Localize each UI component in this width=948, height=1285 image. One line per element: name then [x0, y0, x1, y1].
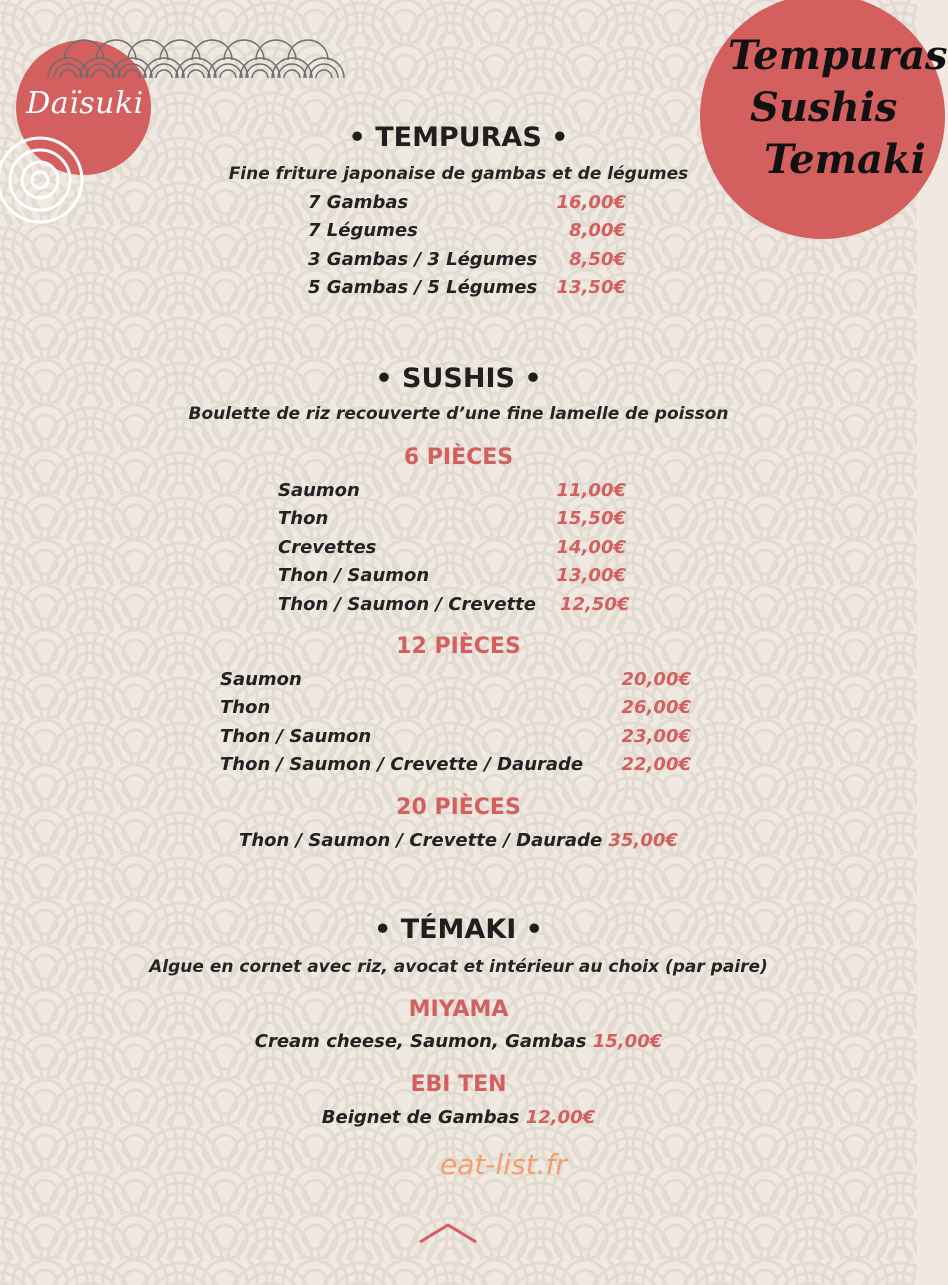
wave-ornament-icon [48, 38, 348, 83]
sushi-item-name: Thon / Saumon [220, 726, 372, 747]
corner-title-stack [728, 30, 948, 186]
corner-title-sushis: Sushis [750, 84, 898, 131]
miyama-heading: MIYAMA [408, 997, 509, 1022]
tempuras-item-name: 7 Gambas [308, 192, 409, 213]
sushi-item-price: 22,00€ [621, 754, 691, 775]
tempuras-item-price: 8,00€ [569, 220, 626, 241]
corner-title-tempuras: Tempuras [728, 32, 948, 79]
sushi-item-name: Thon [278, 508, 329, 529]
sushi-item-name: Crevettes [278, 537, 377, 558]
sushi-item-name: Thon / Saumon / Crevette / Daurade [220, 754, 584, 775]
sushi-item-price: 14,00€ [556, 537, 626, 558]
sushis-subtitle: Boulette de riz recouverte d’une fine lamelle de poisson [188, 404, 729, 424]
twelve-pieces-heading: 12 PIÈCES [396, 634, 521, 659]
sushi-item-price: 26,00€ [621, 697, 691, 718]
sushi-item-name: Thon / Saumon [278, 565, 430, 586]
sushi-item-price: 13,00€ [556, 565, 626, 586]
sushi-item-price: 20,00€ [621, 669, 691, 690]
temaki-item-name: Beignet de Gambas [321, 1107, 520, 1128]
tempuras-item-name: 3 Gambas / 3 Légumes [308, 249, 538, 270]
tempuras-title: • TEMPURAS • [348, 122, 569, 153]
temaki-title: • TÉMAKI • [374, 914, 543, 945]
twenty-pieces-line [0, 830, 917, 851]
sushi-item-price: 15,50€ [556, 508, 626, 529]
miyama-line [0, 1031, 917, 1052]
brand-logo: Daïsuki [26, 86, 144, 121]
tempuras-item-name: 5 Gambas / 5 Légumes [308, 277, 538, 298]
twenty-pieces-heading: 20 PIÈCES [396, 795, 521, 820]
tempuras-item-price: 13,50€ [556, 277, 626, 298]
corner-title-temaki: Temaki [764, 136, 926, 183]
sushi-item-price: 12,50€ [560, 594, 630, 615]
tempuras-subtitle: Fine friture japonaise de gambas et de légumes [228, 164, 689, 184]
six-pieces-heading: 6 PIÈCES [403, 445, 514, 470]
sushi-item-name: Thon / Saumon / Crevette / Daurade [239, 830, 603, 851]
chevron-up-icon[interactable] [417, 1220, 479, 1246]
sushi-item-price: 23,00€ [621, 726, 691, 747]
ebiten-heading: EBI TEN [410, 1072, 507, 1097]
temaki-item-price: 12,00€ [525, 1107, 596, 1128]
sushi-item-price: 35,00€ [608, 830, 678, 851]
sushi-item-name: Thon / Saumon / Crevette [278, 594, 537, 615]
sushis-title: • SUSHIS • [375, 363, 542, 394]
watermark-link[interactable]: eat-list.fr [440, 1148, 567, 1181]
sushi-item-price: 11,00€ [556, 480, 626, 501]
ebiten-line [0, 1107, 917, 1128]
tempuras-item-price: 8,50€ [569, 249, 626, 270]
temaki-subtitle: Algue en cornet avec riz, avocat et intérieur au choix (par paire) [149, 957, 768, 977]
tempuras-item-price: 16,00€ [556, 192, 626, 213]
sushi-item-name: Thon [220, 697, 271, 718]
temaki-item-price: 15,00€ [592, 1031, 663, 1052]
tempuras-item-name: 7 Légumes [308, 220, 418, 241]
sushi-item-name: Saumon [278, 480, 360, 501]
sushi-item-name: Saumon [220, 669, 302, 690]
temaki-item-name: Cream cheese, Saumon, Gambas [254, 1031, 587, 1052]
concentric-rings-icon [0, 138, 90, 228]
